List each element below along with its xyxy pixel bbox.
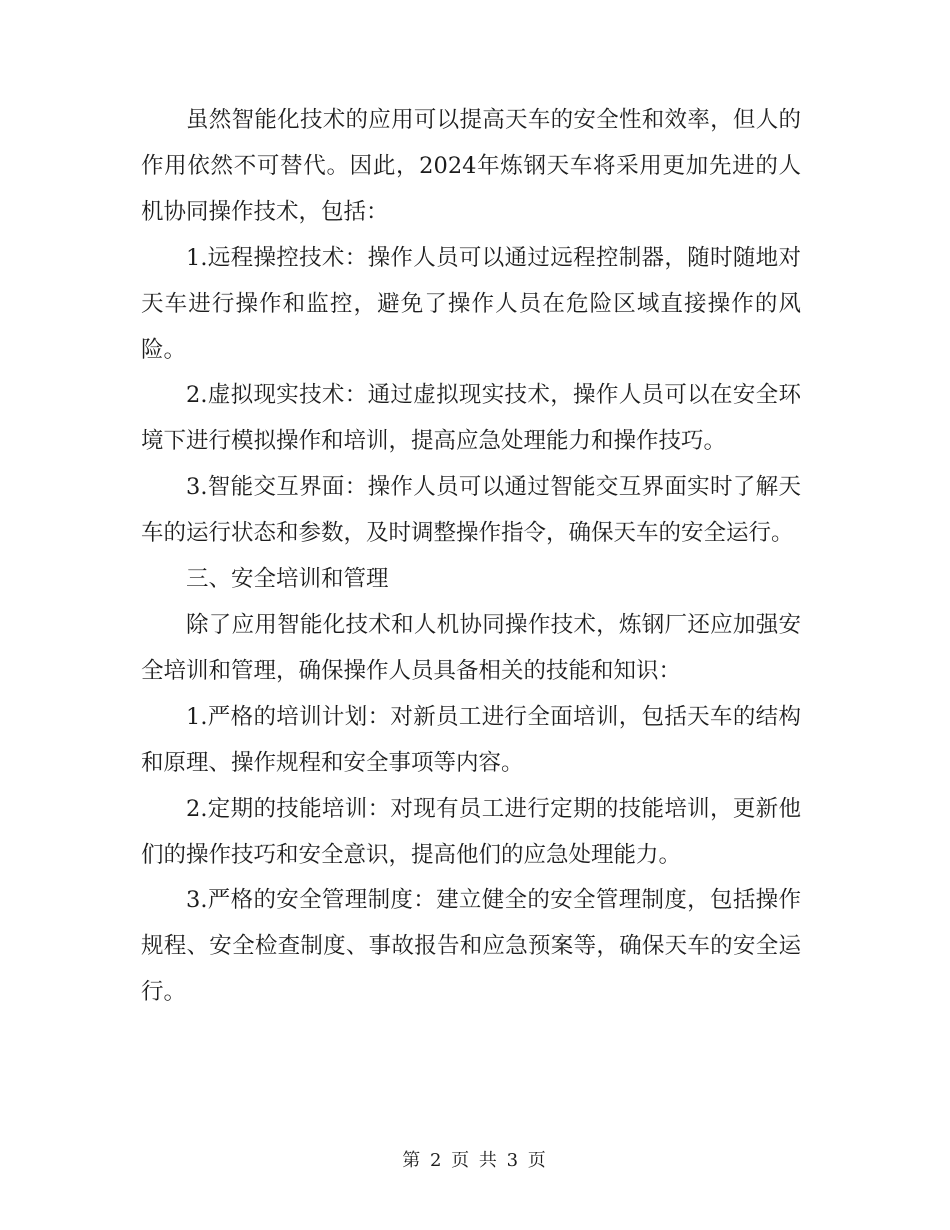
paragraph-safety-management: 3.严格的安全管理制度：建立健全的安全管理制度，包括操作规程、安全检查制度、事故报告和应急预案等，确保天车的安全运行。 (141, 887, 801, 1006)
paragraph-training-intro: 除了应用智能化技术和人机协同操作技术，炼钢厂还应加强安全培训和管理，确保操作人员具备相关的技能和知识： (141, 611, 801, 684)
page-number-footer: 第 2 页 共 3 页 (402, 1150, 548, 1171)
paragraph-skill-training: 2.定期的技能培训：对现有员工进行定期的技能培训，更新他们的操作技巧和安全意识，提高他们的应急处理能力。 (141, 795, 801, 868)
section-heading: 三、安全培训和管理 (186, 566, 389, 593)
paragraph-training-plan: 1.严格的培训计划：对新员工进行全面培训，包括天车的结构和原理、操作规程和安全事项等内容。 (141, 703, 801, 776)
paragraph-smart-interface: 3.智能交互界面：操作人员可以通过智能交互界面实时了解天车的运行状态和参数，及时调整操作指令，确保天车的安全运行。 (141, 474, 801, 547)
document-body (141, 98, 801, 1016)
paragraph-virtual-reality: 2.虚拟现实技术：通过虚拟现实技术，操作人员可以在安全环境下进行模拟操作和培训，提高应急处理能力和操作技巧。 (141, 382, 801, 455)
paragraph-intro: 虽然智能化技术的应用可以提高天车的安全性和效率，但人的作用依然不可替代。因此，2024年炼钢天车将采用更加先进的人机协同操作技术，包括： (141, 107, 801, 225)
paragraph-remote-control: 1.远程操控技术：操作人员可以通过远程控制器，随时随地对天车进行操作和监控，避免了操作人员在危险区域直接操作的风险。 (141, 244, 801, 363)
